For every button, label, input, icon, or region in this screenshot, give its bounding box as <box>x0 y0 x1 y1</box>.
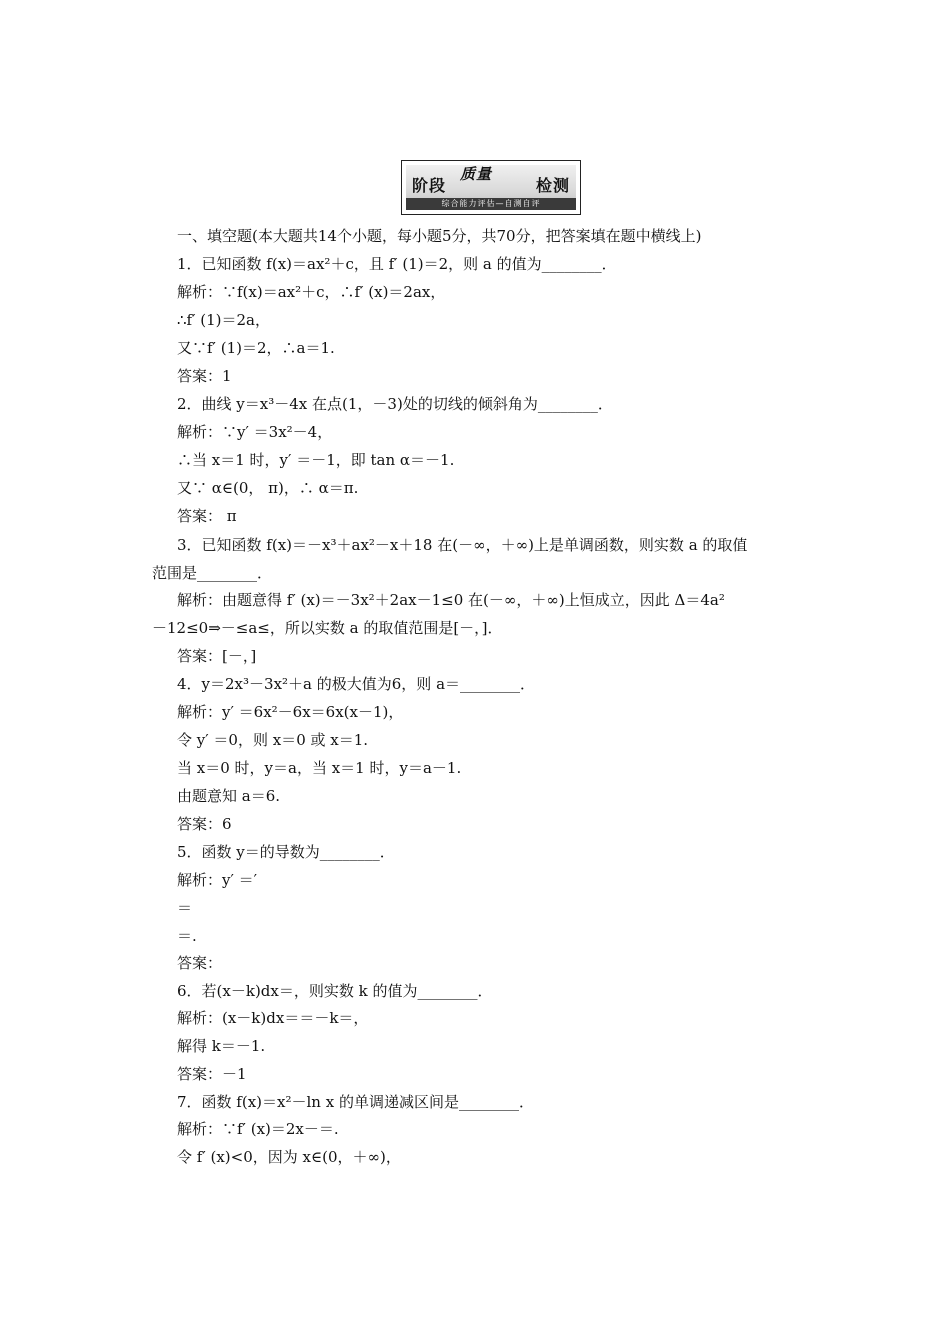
question-5: 5．函数 y＝的导数为________． <box>177 843 395 861</box>
section-heading: 一、填空题(本大题共14个小题，每小题5分，共70分，把答案填在题中横线上) <box>177 227 702 245</box>
solution-line: 解析：(x－k)dx＝＝－k＝， <box>177 1009 369 1027</box>
answer-line: 答案：[－，] <box>177 647 257 665</box>
answer-line: 答案：6 <box>177 815 232 833</box>
question-4: 4．y＝2x³－3x²＋a 的极大值为6，则 a＝________． <box>177 675 536 693</box>
answer-line: 答案：1 <box>177 367 232 385</box>
solution-line: ＝. <box>177 927 197 945</box>
banner-title <box>412 165 570 195</box>
banner-title-right: 检测 <box>535 176 570 195</box>
section-banner <box>401 160 581 215</box>
question-1: 1．已知函数 f(x)＝ax²＋c，且 f′ (1)＝2，则 a 的值为________． <box>177 255 617 273</box>
solution-line: 解析：∵f(x)＝ax²＋c，∴f′ (x)＝2ax， <box>177 283 446 301</box>
banner-title-left: 阶段 <box>412 176 447 195</box>
solution-line: －12≤0⇒－≤a≤，所以实数 a 的取值范围是[－，]． <box>152 619 503 637</box>
answer-line: 答案： π <box>177 507 237 525</box>
solution-line: 又∵f′ (1)＝2，∴a＝1. <box>177 339 335 357</box>
question-2: 2．曲线 y＝x³－4x 在点(1，－3)处的切线的倾斜角为________． <box>177 395 613 413</box>
answer-line: 答案：－1 <box>177 1065 247 1083</box>
question-3: 3．已知函数 f(x)＝－x³＋ax²－x＋18 在(－∞，＋∞)上是单调函数，则实数 a 的取值 <box>177 536 748 554</box>
answer-line: 答案： <box>177 954 223 972</box>
solution-line: ∴f′ (1)＝2a， <box>177 311 271 329</box>
solution-line: 解析：∵y′ ＝3x²－4， <box>177 423 333 441</box>
solution-line: ∴当 x＝1 时，y′ ＝－1，即 tan α＝－1. <box>177 451 455 469</box>
solution-line: 令 f′ (x)<0，因为 x∈(0，＋∞)， <box>177 1148 401 1166</box>
solution-line: 由题意知 a＝6. <box>177 787 281 805</box>
solution-line: 解析：y′ ＝6x²－6x＝6x(x－1)， <box>177 703 404 721</box>
solution-line: 解得 k＝－1. <box>177 1037 266 1055</box>
question-7: 7．函数 f(x)＝x²－ln x 的单调递减区间是________． <box>177 1093 534 1111</box>
question-3-cont: 范围是________． <box>152 564 273 582</box>
banner-subtitle: 综合能力评估—自测自评 <box>406 198 576 210</box>
solution-line: 解析：由题意得 f′ (x)＝－3x²＋2ax－1≤0 在(－∞，＋∞)上恒成立，因此 Δ＝4a² <box>177 591 725 609</box>
solution-line: 当 x＝0 时，y＝a，当 x＝1 时，y＝a－1. <box>177 759 462 777</box>
question-6: 6．若(x－k)dx＝，则实数 k 的值为________． <box>177 982 493 1000</box>
solution-line: ＝ <box>177 899 193 917</box>
solution-line: 解析：∵f′ (x)＝2x－＝. <box>177 1120 339 1138</box>
solution-line: 又∵ α∈(0， π)，∴ α＝π. <box>177 479 359 497</box>
solution-line: 令 y′ ＝0，则 x＝0 或 x＝1. <box>177 731 369 749</box>
banner-title-mid: 质量 <box>460 165 493 183</box>
solution-line: 解析：y′ ＝′ <box>177 871 258 889</box>
